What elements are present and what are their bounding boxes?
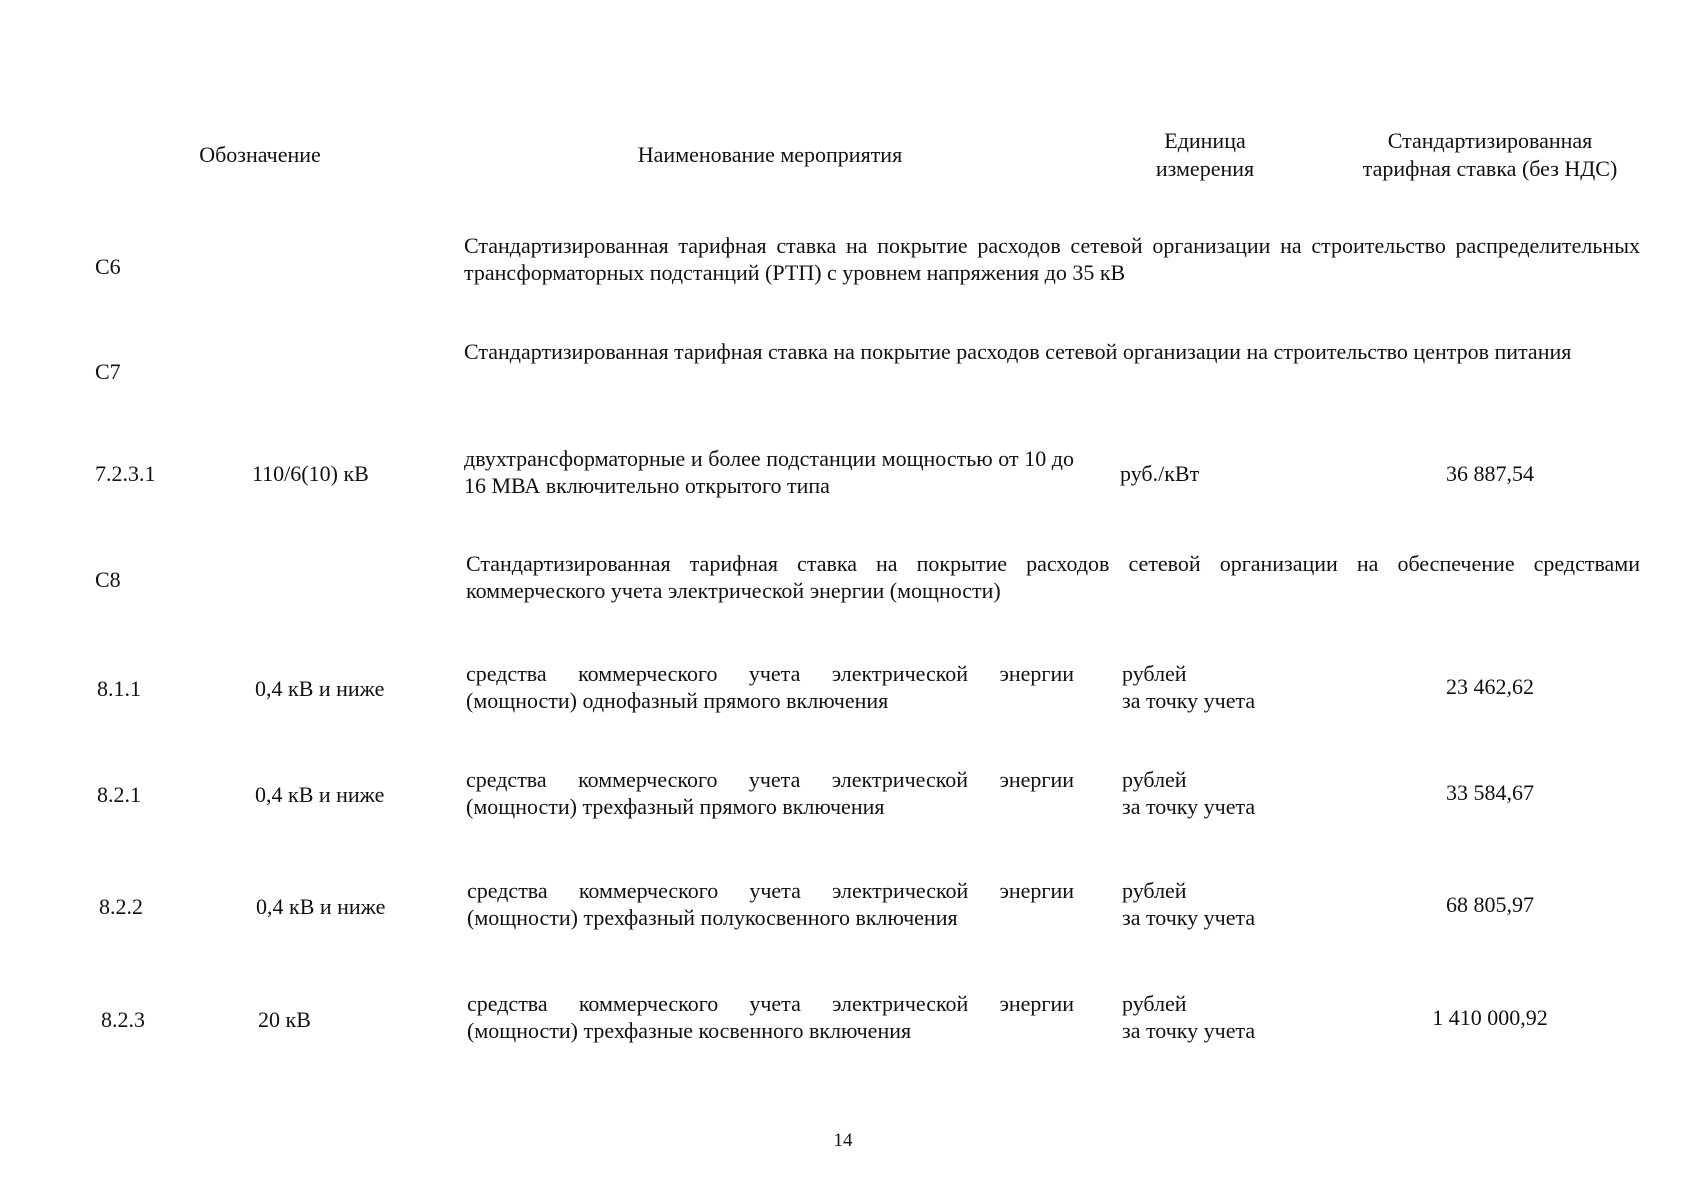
- row-unit: [1122, 660, 1255, 714]
- row-unit-line1: рублей: [1122, 767, 1187, 792]
- row-value: 33 584,67: [1446, 780, 1534, 805]
- row-code: С8: [95, 567, 121, 592]
- row-description: средства коммерческого учета электрической энергии (мощности) трехфазный прямого включения: [466, 767, 1074, 819]
- row-unit-line2: за точку учета: [1122, 905, 1256, 930]
- row-unit-line1: рублей: [1122, 661, 1187, 686]
- row-unit: [1120, 460, 1199, 487]
- row-voltage: 0,4 кВ и ниже: [255, 782, 385, 807]
- row-code: С7: [95, 359, 121, 384]
- header-unit-line1: Единица: [1164, 128, 1246, 153]
- row-description: Стандартизированная тарифная ставка на покрытие расходов сетевой организации на обеспечение средствами коммерческого учета электрической энергии (мощности): [466, 551, 1640, 603]
- header-unit: [1110, 127, 1300, 183]
- row-voltage: 0,4 кВ и ниже: [256, 894, 386, 919]
- header-unit-line2: измерения: [1155, 156, 1255, 181]
- row-unit: [1122, 877, 1255, 931]
- row-unit: [1122, 766, 1255, 820]
- row-unit-line1: рублей: [1122, 878, 1187, 903]
- row-description: двухтрансформаторные и более подстанции мощностью от 10 до 16 МВА включительно открытого типа: [464, 446, 1074, 498]
- header-rate-line2: тарифная ставка (без НДС): [1362, 156, 1618, 181]
- header-designation: Обозначение: [199, 142, 321, 167]
- row-voltage: 110/6(10) кВ: [252, 461, 369, 486]
- row-unit-line2: за точку учета: [1122, 1018, 1256, 1043]
- row-unit-line1: рублей: [1122, 991, 1187, 1016]
- row-value: 36 887,54: [1446, 461, 1534, 486]
- row-unit-line1: руб./кВт: [1120, 461, 1200, 486]
- row-voltage: 20 кВ: [258, 1007, 311, 1032]
- row-code: 8.1.1: [97, 676, 141, 701]
- row-code: 8.2.1: [97, 782, 141, 807]
- row-code: 8.2.2: [99, 894, 143, 919]
- page-number: 14: [833, 1130, 853, 1151]
- row-value: 68 805,97: [1446, 892, 1534, 917]
- row-code: С6: [95, 254, 121, 279]
- row-description: средства коммерческого учета электрической энергии (мощности) трехфазный полукосвенного включения: [467, 878, 1074, 930]
- row-description: Стандартизированная тарифная ставка на покрытие расходов сетевой организации на строительство распределительных трансформаторных подстанций (РТП) с уровнем напряжения до 35 кВ: [464, 233, 1640, 285]
- row-voltage: 0,4 кВ и ниже: [255, 676, 385, 701]
- header-rate: [1330, 127, 1650, 183]
- row-value: 1 410 000,92: [1432, 1005, 1548, 1030]
- header-rate-line1: Стандартизированная: [1387, 128, 1593, 153]
- row-description: средства коммерческого учета электрической энергии (мощности) трехфазные косвенного включения: [467, 991, 1074, 1043]
- row-unit-line2: за точку учета: [1122, 688, 1256, 713]
- row-code: 7.2.3.1: [95, 461, 156, 486]
- row-description: средства коммерческого учета электрической энергии (мощности) однофазный прямого включения: [466, 661, 1074, 713]
- row-code: 8.2.3: [101, 1007, 145, 1032]
- header-name: Наименование мероприятия: [637, 142, 903, 167]
- row-unit-line2: за точку учета: [1122, 794, 1256, 819]
- row-value: 23 462,62: [1446, 674, 1534, 699]
- row-description: Стандартизированная тарифная ставка на покрытие расходов сетевой организации на строительство центров питания: [464, 339, 1572, 364]
- row-unit: [1122, 990, 1255, 1044]
